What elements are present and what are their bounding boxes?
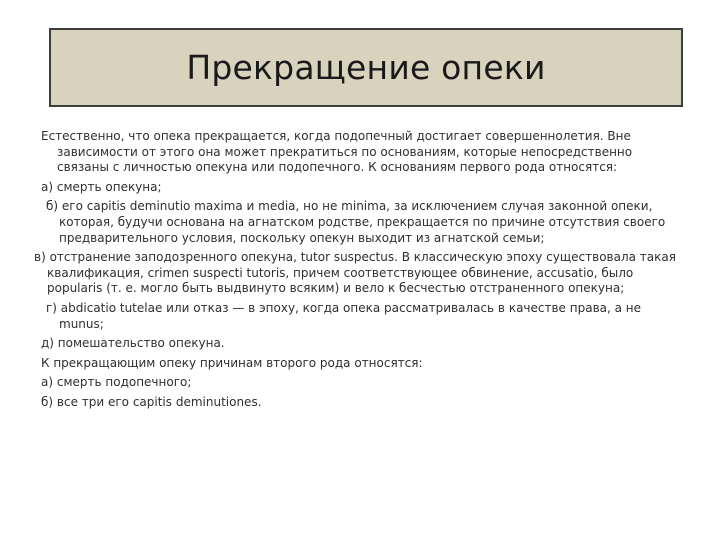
paragraph-item-g: г) abdicatio tutelae или отказ — в эпоху, когда опека рассматривалась в качестве права, а не munus;: [46, 300, 642, 331]
slide-title: Прекращение опеки: [186, 48, 546, 87]
paragraph-item-a2: а) смерть подопечного;: [41, 375, 192, 390]
paragraph-item-d: д) помешательство опекуна.: [41, 336, 225, 351]
paragraph-item-b2: б) все три его capitis deminutiones.: [41, 394, 262, 409]
paragraph-item-v: в) отстранение заподозренного опекуна, tutor suspectus. В классическую эпоху существовала такая квалификация, crimen suspecti tutoris, причем соответствующее обвинение, accusatio, было popularis (т. е. могло быть выдвинуто всяким) и вело к бесчестью отстраненного опекуна;: [34, 250, 676, 296]
paragraph-intro: Естественно, что опека прекращается, когда подопечный достигает совершеннолетия. Вне зависимости от этого она может прекратиться по основаниям, которые непосредственно связаны с личностью опекуна или подопечного. К основаниям первого рода относятся:: [41, 129, 633, 175]
slide-title-box: [49, 28, 683, 107]
paragraph-item-b: б) его capitis deminutio maxima и media, но не minima, за исключением случая законной опеки, которая, будучи основана на агнатском родстве, прекращается по причине отсутствия своего предварительного условия, поскольку опекун выходит из агнатской семьи;: [46, 199, 666, 245]
paragraph-second-kind: К прекращающим опеку причинам второго рода относятся:: [41, 355, 423, 370]
paragraph-item-a: а) смерть опекуна;: [41, 179, 162, 194]
slide-body: [34, 129, 681, 415]
